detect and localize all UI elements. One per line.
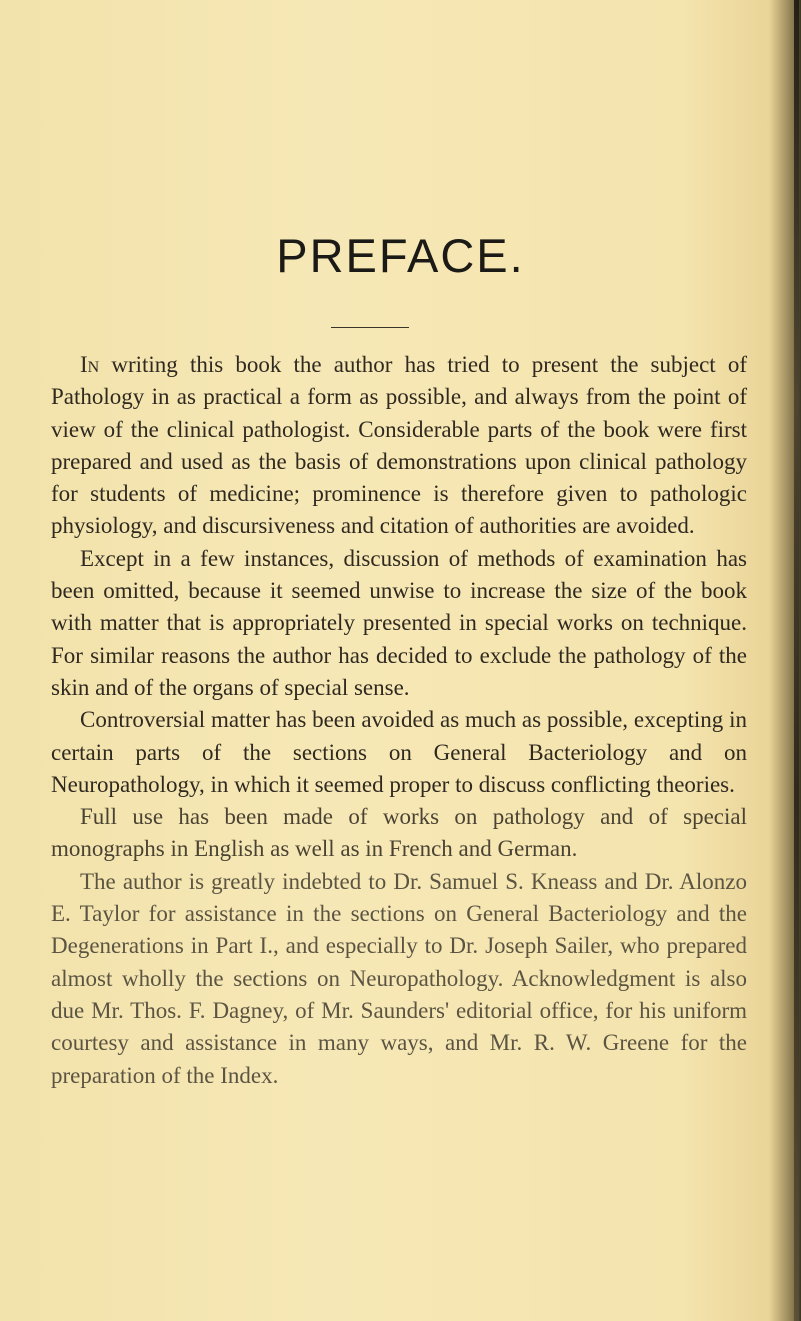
paragraph-3: Controversial matter has been avoided as much as possible, excepting in certain parts of the sections on General Bacteriology and on Neuropathology, in which it seemed proper to discuss conflicting theories.: [51, 707, 747, 797]
page-title: PREFACE.: [276, 229, 525, 282]
preface-body: [51, 349, 747, 1092]
paragraph-4: Full use has been made of works on pathology and of special monographs in English as well as in French and German.: [51, 804, 747, 862]
paragraph-1-text: writing this book the author has tried to present the subject of Pathology in as practical a form as possible, and always from the point of view of the clinical pathologist. Considerable parts of the book were first prepared and used as the basis of demonstrations upon clinical pathology for students of medicine; prominence is therefore given to pathologic physiology, and discursiveness and citation of authorities are avoided.: [51, 352, 747, 539]
page-edge-shadow: [794, 0, 799, 1321]
paragraph-1: [51, 349, 747, 543]
title-divider: [331, 327, 409, 328]
paragraph-1-lead: In: [80, 352, 100, 377]
paragraph-5: The author is greatly indebted to Dr. Samuel S. Kneass and Dr. Alonzo E. Taylor for assistance in the sections on General Bacteriology and the Degenerations in Part I., and especially to Dr. Joseph Sailer, who prepared almost wholly the sections on Neuropathology. Acknowledgment is also due Mr. Thos. F. Dagney, of Mr. Saunders' editorial office, for his uniform courtesy and assistance in many ways, and Mr. R. W. Greene for the preparation of the Index.: [51, 868, 747, 1088]
paragraph-2: Except in a few instances, discussion of methods of examination has been omitted, because it seemed unwise to increase the size of the book with matter that is appropriately presented in special works on technique. For similar reasons the author has decided to exclude the pathology of the skin and of the organs of special sense.: [51, 545, 747, 700]
